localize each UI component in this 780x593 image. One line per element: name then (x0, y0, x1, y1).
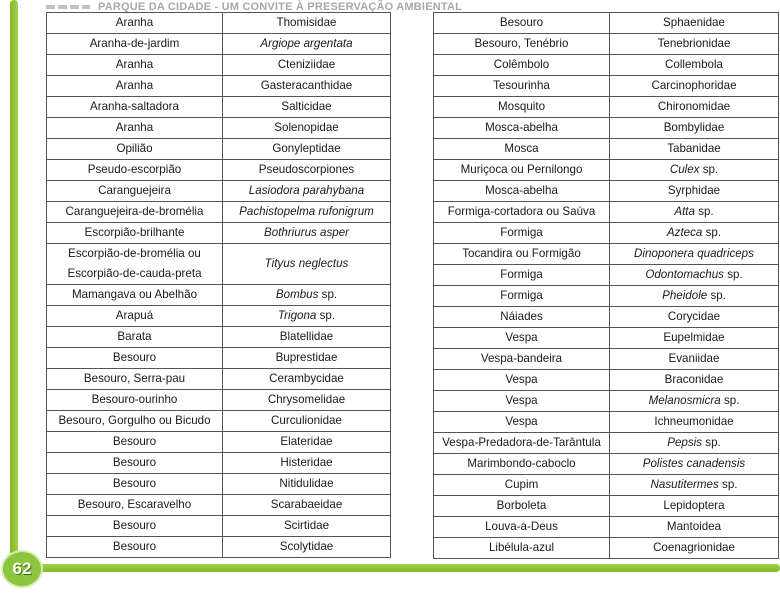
scientific-name: Tenebrionidae (657, 37, 731, 50)
table-row (434, 55, 779, 76)
table-row (434, 307, 779, 328)
scientific-name-cell (223, 285, 391, 306)
common-name-cell: Pseudo-escorpião (47, 160, 223, 181)
table-row (434, 97, 779, 118)
species-abbrev: sp. (702, 226, 722, 239)
scientific-name: Bothriurus asper (263, 226, 350, 239)
common-name-cell: Besouro (47, 537, 223, 558)
table-row (47, 97, 391, 118)
common-name-cell: Formiga (434, 265, 610, 286)
table-row (47, 285, 391, 306)
scientific-name: Evaniidae (668, 352, 720, 365)
common-name-cell: Mosca-abelha (434, 181, 610, 202)
table-row (434, 496, 779, 517)
scientific-name-cell (610, 370, 779, 391)
species-abbrev: sp. (694, 205, 714, 218)
scientific-name: Trigona (277, 309, 317, 322)
table-row (47, 76, 391, 97)
table-row (434, 433, 779, 454)
scientific-name-cell (610, 307, 779, 328)
table-row (434, 391, 779, 412)
scientific-name-cell (610, 475, 779, 496)
header-dash-decoration (46, 5, 90, 9)
scientific-name: Pepsis (667, 436, 703, 449)
table-row (47, 390, 391, 411)
scientific-name-cell (223, 432, 391, 453)
scientific-name-cell (610, 328, 779, 349)
scientific-name-cell (223, 223, 391, 244)
scientific-name-cell (223, 411, 391, 432)
scientific-name: Salticidae (281, 100, 332, 113)
common-name-cell: Borboleta (434, 496, 610, 517)
table-row (47, 244, 391, 285)
table-row (47, 306, 391, 327)
scientific-name: Gasteracanthidae (260, 79, 353, 92)
scientific-name-cell (610, 181, 779, 202)
table-row (47, 160, 391, 181)
table-row (47, 34, 391, 55)
scientific-name-cell (610, 286, 779, 307)
scientific-name-cell (223, 160, 391, 181)
common-name-cell: Vespa (434, 391, 610, 412)
scientific-name-cell (223, 306, 391, 327)
common-name-cell: Barata (47, 327, 223, 348)
species-abbrev: sp. (702, 436, 721, 449)
scientific-name-cell (223, 34, 391, 55)
scientific-name: Carcinophoridae (651, 79, 737, 92)
common-name-cell: Escorpião-brilhante (47, 223, 223, 244)
scientific-name-cell (223, 495, 391, 516)
species-abbrev: sp. (723, 268, 743, 281)
scientific-name-cell (223, 181, 391, 202)
scientific-name-cell (223, 244, 391, 285)
common-name-cell: Aranha (47, 118, 223, 139)
table-row (434, 370, 779, 391)
table-row (434, 349, 779, 370)
table-row (434, 265, 779, 286)
common-name-cell: Náiades (434, 307, 610, 328)
table-row (434, 76, 779, 97)
common-name-cell: Mamangava ou Abelhão (47, 285, 223, 306)
scientific-name: Blatellidae (279, 330, 334, 343)
scientific-name: Nitidulidae (279, 477, 334, 490)
scientific-name: Scarabaeidae (270, 498, 343, 511)
scientific-name-cell (223, 13, 391, 34)
species-abbrev: sp. (720, 394, 740, 407)
common-name-cell: Mosca-abelha (434, 118, 610, 139)
scientific-name: Bombus (275, 288, 319, 301)
common-name-cell: Besouro (47, 453, 223, 474)
scientific-name: Gonyleptidae (272, 142, 341, 155)
species-abbrev: sp. (699, 163, 719, 176)
table-row (47, 139, 391, 160)
scientific-name: Polistes canadensis (642, 457, 746, 470)
scientific-name-cell (610, 412, 779, 433)
header-title: PARQUE DA CIDADE - UM CONVITE À PRESERVAÇÃO AMBIENTAL (98, 1, 463, 13)
common-name-cell: Besouro (47, 348, 223, 369)
table-row (434, 160, 779, 181)
scientific-name-cell (610, 118, 779, 139)
scientific-name: Nasutitermes (650, 478, 719, 491)
scientific-name: Braconidae (664, 373, 724, 386)
scientific-name-cell (223, 118, 391, 139)
table-row (47, 411, 391, 432)
scientific-name: Azteca (666, 226, 703, 239)
species-abbrev: sp. (318, 288, 338, 301)
common-name-cell: Escorpião-de-bromélia ou Escorpião-de-cauda-preta (47, 244, 223, 285)
page-number: 62 (12, 559, 32, 578)
scientific-name: Scolytidae (279, 540, 334, 553)
scientific-name: Argiope argentata (260, 37, 353, 50)
scientific-name: Curculionidae (271, 414, 342, 427)
common-name-cell: Caranguejeira (47, 181, 223, 202)
common-name-cell: Formiga-cortadora ou Saúva (434, 202, 610, 223)
scientific-name-cell (610, 496, 779, 517)
common-name-cell: Aranha (47, 55, 223, 76)
table-row (47, 13, 391, 34)
scientific-name: Buprestidae (275, 351, 338, 364)
common-name-cell: Cupim (434, 475, 610, 496)
scientific-name-cell (223, 537, 391, 558)
table-row (434, 517, 779, 538)
common-name-cell: Tocandira ou Formigão (434, 244, 610, 265)
table-row (47, 181, 391, 202)
scientific-name: Tabanidae (667, 142, 721, 155)
species-table-left (46, 12, 391, 558)
common-name-cell: Besouro-ourinho (47, 390, 223, 411)
table-row (47, 516, 391, 537)
scientific-name: Eupelmidae (663, 331, 725, 344)
scientific-name-cell (610, 97, 779, 118)
species-table-right (433, 12, 779, 559)
scientific-name-cell (223, 55, 391, 76)
table-row (47, 348, 391, 369)
scientific-name: Cteniziidae (277, 58, 336, 71)
common-name-cell: Formiga (434, 223, 610, 244)
scientific-name: Tityus neglectus (264, 257, 349, 270)
common-name-cell: Vespa (434, 412, 610, 433)
table-row (434, 118, 779, 139)
common-name-cell: Vespa (434, 370, 610, 391)
scientific-name-cell (610, 223, 779, 244)
common-name-cell: Besouro, Gorgulho ou Bicudo (47, 411, 223, 432)
scientific-name: Corycidae (667, 310, 721, 323)
table-row (434, 286, 779, 307)
scientific-name-cell (610, 517, 779, 538)
common-name-cell: Aranha (47, 76, 223, 97)
table-row (434, 34, 779, 55)
table-row (434, 475, 779, 496)
common-name-cell: Vespa-Predadora-de-Tarântula (434, 433, 610, 454)
common-name-cell: Besouro, Escaravelho (47, 495, 223, 516)
table-row (47, 537, 391, 558)
common-name-cell: Marimbondo-caboclo (434, 454, 610, 475)
scientific-name-cell (610, 433, 779, 454)
scientific-name-cell (223, 390, 391, 411)
common-name-cell: Caranguejeira-de-bromélia (47, 202, 223, 223)
common-name-cell: Besouro (47, 474, 223, 495)
scientific-name-cell (223, 97, 391, 118)
scientific-name-cell (610, 454, 779, 475)
scientific-name-cell (610, 244, 779, 265)
scientific-name: Bombylidae (663, 121, 725, 134)
table-row (434, 202, 779, 223)
page-number-badge (3, 552, 41, 586)
common-name-cell: Besouro, Tenébrio (434, 34, 610, 55)
scientific-name: Pseudoscorpiones (258, 163, 355, 176)
table-row (434, 139, 779, 160)
scientific-name-cell (223, 453, 391, 474)
common-name-cell: Aranha-saltadora (47, 97, 223, 118)
scientific-name-cell (223, 348, 391, 369)
bottom-green-bar (18, 564, 780, 572)
scientific-name: Mantoidea (666, 520, 722, 533)
scientific-name-cell (223, 369, 391, 390)
scientific-name-cell (610, 391, 779, 412)
table-row (434, 412, 779, 433)
species-abbrev: sp. (316, 309, 336, 322)
table-row (47, 118, 391, 139)
table-row (434, 454, 779, 475)
table-row (47, 223, 391, 244)
common-name-cell: Mosquito (434, 97, 610, 118)
scientific-name: Solenopidae (274, 121, 339, 134)
table-row (434, 244, 779, 265)
table-row (434, 328, 779, 349)
scientific-name: Sphaenidae (663, 16, 725, 29)
common-name-cell: Aranha (47, 13, 223, 34)
scientific-name-cell (610, 538, 779, 559)
scientific-name-cell (610, 55, 779, 76)
scientific-name: Thomisidae (276, 16, 337, 29)
common-name-cell: Louva-a-Deus (434, 517, 610, 538)
common-name-cell: Vespa-bandeira (434, 349, 610, 370)
scientific-name: Odontomachus (645, 268, 724, 281)
common-name-cell: Libélula-azul (434, 538, 610, 559)
common-name-cell: Besouro (47, 432, 223, 453)
scientific-name: Scirtidae (283, 519, 330, 532)
table-row (47, 495, 391, 516)
table-row (47, 202, 391, 223)
scientific-name: Chrysomelidae (267, 393, 346, 406)
table-row (47, 432, 391, 453)
scientific-name: Lepidoptera (663, 499, 725, 512)
table-row (434, 538, 779, 559)
scientific-name-cell (610, 139, 779, 160)
scientific-name: Culex (669, 163, 700, 176)
common-name-cell: Arapuá (47, 306, 223, 327)
common-name-cell: Mosca (434, 139, 610, 160)
scientific-name: Chironomidae (657, 100, 731, 113)
scientific-name: Melanosmicra (648, 394, 721, 407)
scientific-name: Coenagrionidae (653, 541, 735, 554)
table-row (47, 55, 391, 76)
scientific-name: Dinoponera quadriceps (634, 247, 754, 260)
species-abbrev: sp. (707, 289, 726, 302)
scientific-name: Pachistopelma rufonigrum (239, 205, 374, 218)
common-name-cell: Tesourinha (434, 76, 610, 97)
table-row (47, 369, 391, 390)
common-name-cell: Besouro, Serra-pau (47, 369, 223, 390)
common-name-cell: Colêmbolo (434, 55, 610, 76)
scientific-name-cell (610, 265, 779, 286)
scientific-name: Ichneumonidae (654, 415, 734, 428)
common-name-cell: Vespa (434, 328, 610, 349)
scientific-name: Syrphidae (667, 184, 721, 197)
common-name-cell: Muriçoca ou Pernilongo (434, 160, 610, 181)
common-name-cell: Besouro (434, 13, 610, 34)
scientific-name-cell (610, 349, 779, 370)
table-row (47, 327, 391, 348)
common-name-cell: Formiga (434, 286, 610, 307)
table-row (434, 181, 779, 202)
scientific-name-cell (223, 139, 391, 160)
scientific-name: Pheidole (662, 289, 708, 302)
scientific-name: Cerambycidae (269, 372, 344, 385)
scientific-name: Elateridae (280, 435, 333, 448)
common-name-cell: Opilião (47, 139, 223, 160)
table-row (434, 223, 779, 244)
table-row (434, 13, 779, 34)
scientific-name-cell (223, 516, 391, 537)
scientific-name-cell (223, 76, 391, 97)
scientific-name: Collembola (665, 58, 723, 71)
scientific-name-cell (610, 76, 779, 97)
scientific-name-cell (223, 327, 391, 348)
scientific-name-cell (610, 13, 779, 34)
scientific-name-cell (610, 202, 779, 223)
scientific-name-cell (610, 160, 779, 181)
scientific-name-cell (223, 202, 391, 223)
scientific-name-cell (223, 474, 391, 495)
table-row (47, 474, 391, 495)
table-row (47, 453, 391, 474)
scientific-name-cell (610, 34, 779, 55)
species-abbrev: sp. (718, 478, 738, 491)
scientific-name: Atta (674, 205, 695, 218)
scientific-name: Histeridae (280, 456, 333, 469)
common-name-cell: Aranha-de-jardim (47, 34, 223, 55)
scientific-name: Lasiodora parahybana (248, 184, 365, 197)
left-green-bar (10, 0, 18, 560)
common-name-cell: Besouro (47, 516, 223, 537)
